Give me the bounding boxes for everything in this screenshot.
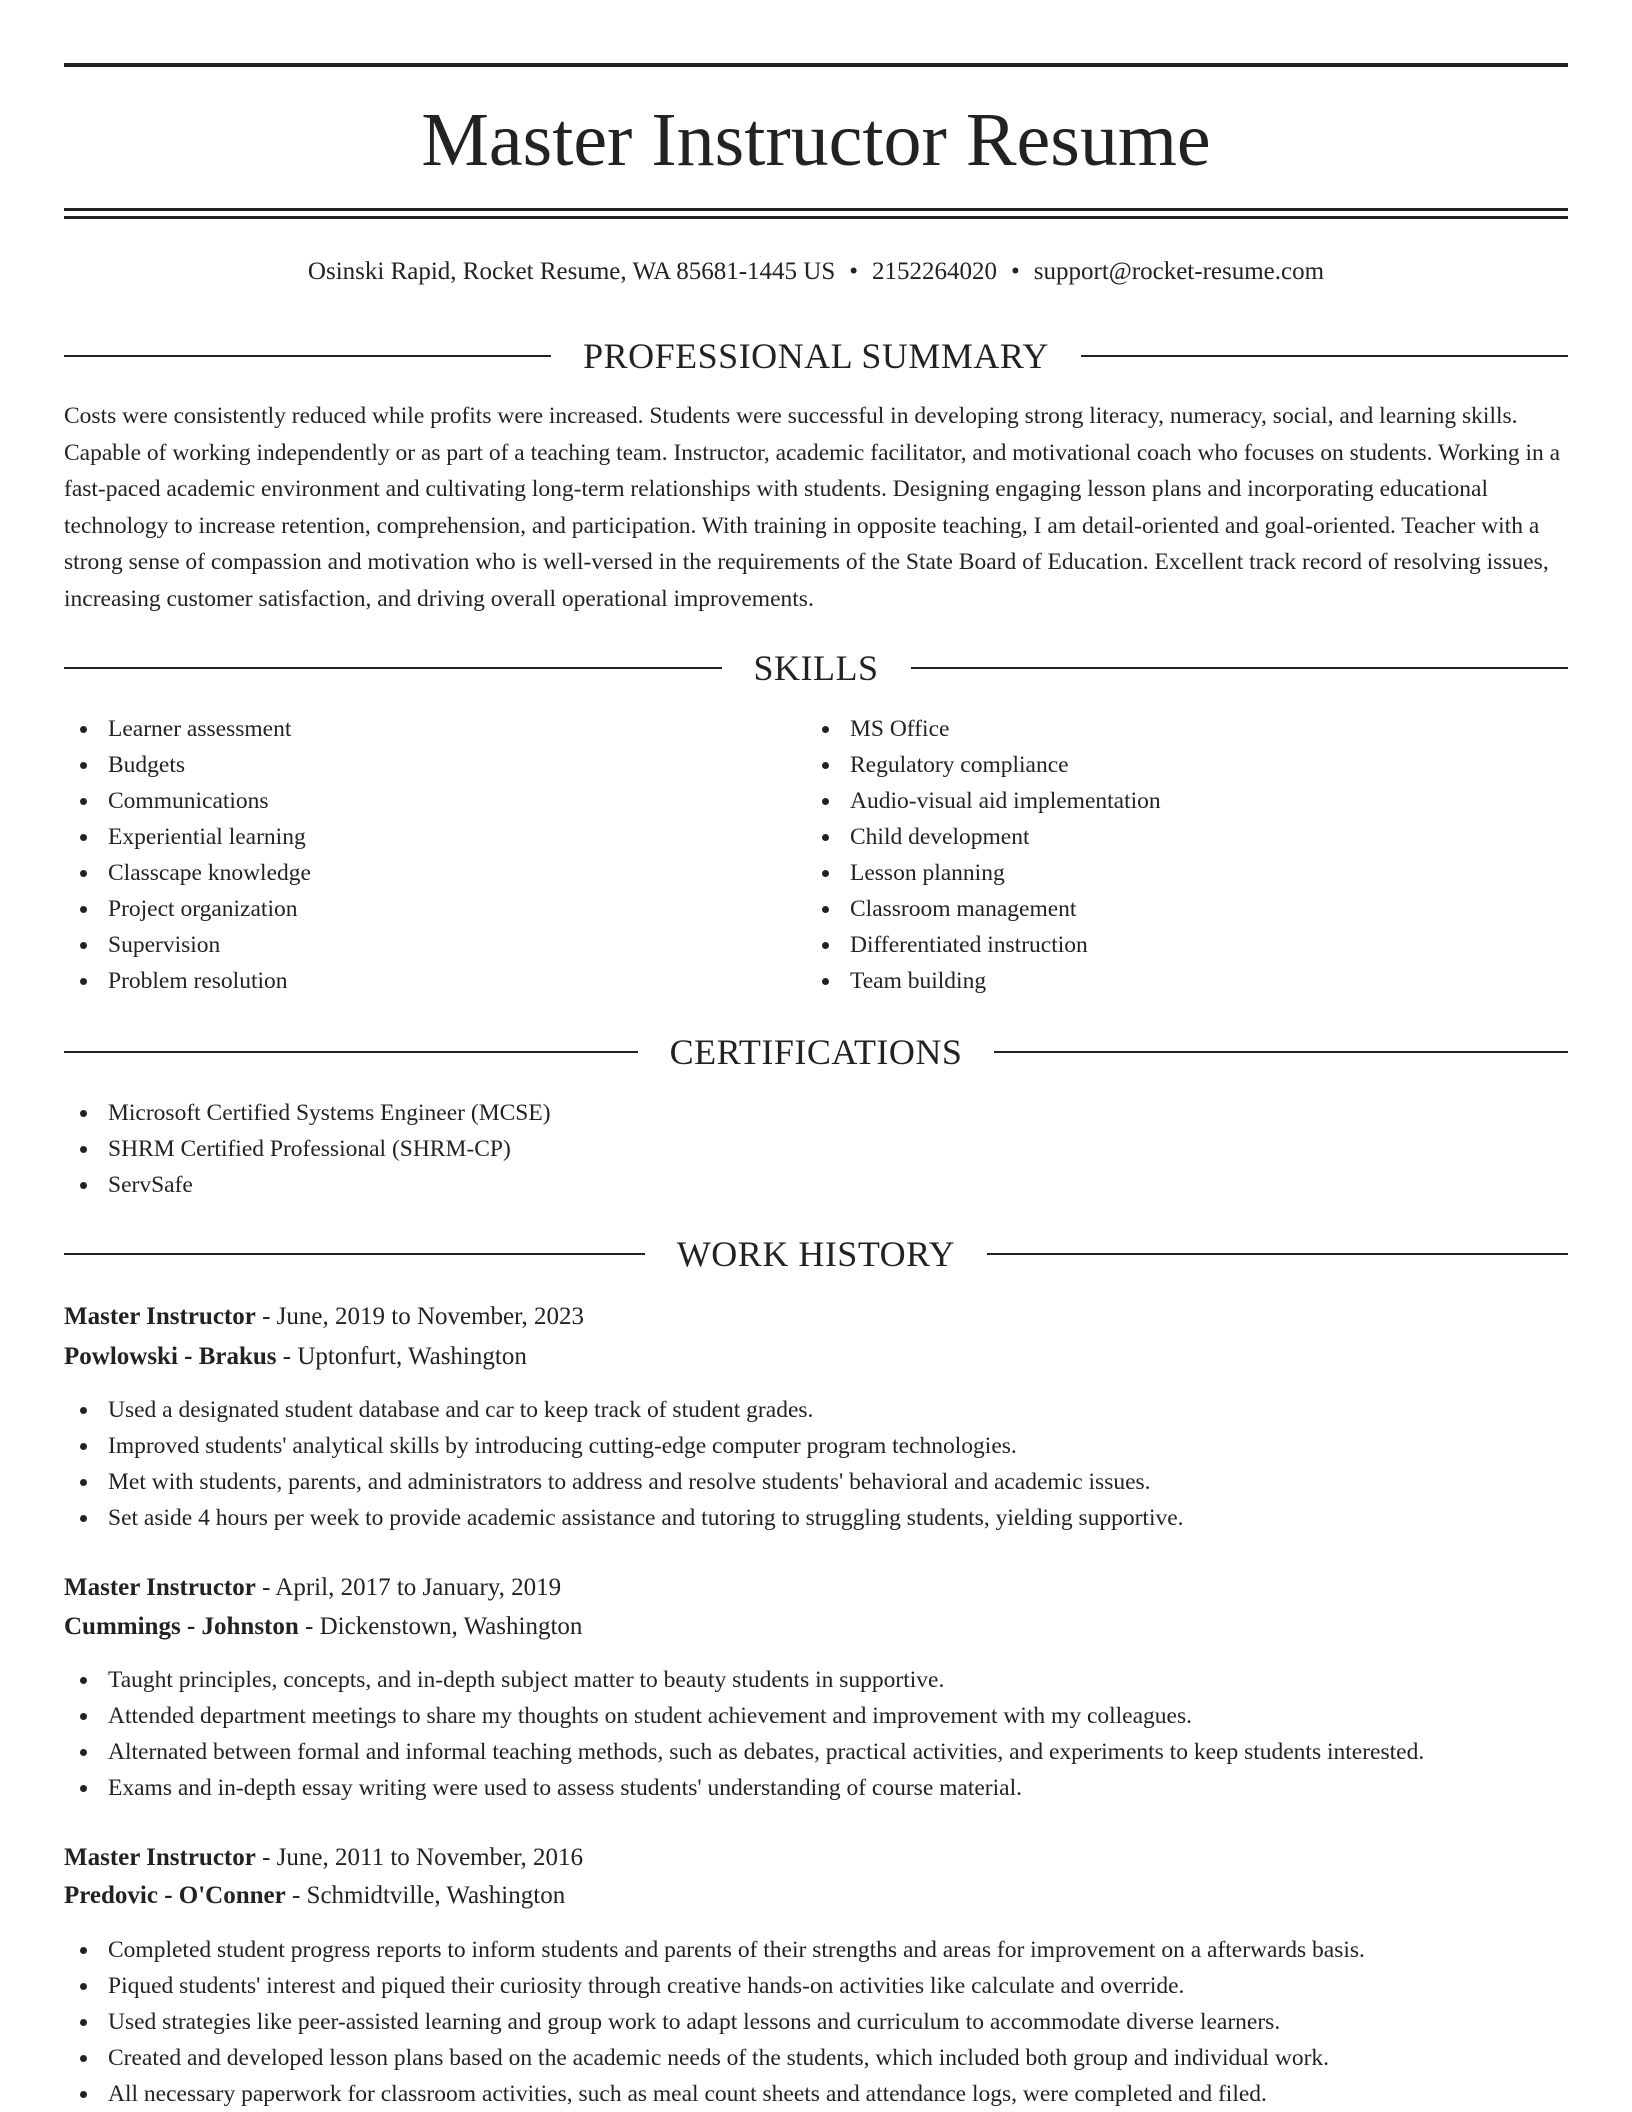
skill-item: Child development xyxy=(806,819,1546,855)
heading-rule-right xyxy=(1081,355,1568,357)
job-duties-list xyxy=(64,1392,1568,1536)
job-dates: - June, 2011 to November, 2016 xyxy=(255,1844,584,1871)
skill-item: Supervision xyxy=(64,927,804,963)
summary-heading xyxy=(64,334,1568,378)
job-duty-item: Improved students' analytical skills by introducing cutting-edge computer program technologies. xyxy=(64,1428,1568,1464)
job-title: Master Instructor xyxy=(64,1844,256,1871)
skill-item: MS Office xyxy=(806,711,1546,747)
job-title-line xyxy=(64,1570,561,1606)
title-rule-upper xyxy=(64,208,1568,211)
skills-list-left xyxy=(64,711,804,999)
job-company-line xyxy=(64,1339,527,1375)
top-rule xyxy=(64,63,1568,67)
skills-heading xyxy=(64,646,1568,690)
job-title-line xyxy=(64,1840,583,1876)
skill-item: Budgets xyxy=(64,747,804,783)
job-duty-item: Used a designated student database and car to keep track of student grades. xyxy=(64,1392,1568,1428)
summary-text: Costs were consistently reduced while profits were increased. Students were successful in developing strong literacy, numeracy, social, and learning skills. Capable of working independently or as part of a teaching team. Instructor, academic facilitator, and motivational coach who focuses on students. Working in a fast-paced academic environment and cultivating long-term relationships with students. Designing engaging lesson plans and incorporating educational technology to increase retention, comprehension, and participation. With training in opposite teaching, I am detail-oriented and goal-oriented. Teacher with a strong sense of compassion and motivation who is well-versed in the requirements of the State Board of Education. Excellent track record of resolving issues, increasing customer satisfaction, and driving overall operational improvements. xyxy=(64,403,1561,612)
job-location: - Uptonfurt, Washington xyxy=(276,1343,527,1370)
job-company: Powlowski - Brakus xyxy=(64,1343,277,1370)
job-duty-item: Taught principles, concepts, and in-depth subject matter to beauty students in supportive. xyxy=(64,1662,1568,1698)
job-duty-item: Used strategies like peer-assisted learning and group work to adapt lessons and curriculum to accommodate diverse learners. xyxy=(64,2004,1568,2040)
skill-item: Learner assessment xyxy=(64,711,804,747)
contact-email: support@rocket-resume.com xyxy=(1033,258,1325,285)
contact-address: Osinski Rapid, Rocket Resume, WA 85681-1445 US xyxy=(307,258,836,285)
job-company-line xyxy=(64,1878,565,1914)
heading-rule-right xyxy=(987,1253,1568,1255)
certification-item: ServSafe xyxy=(64,1167,1568,1203)
job-duty-item: Met with students, parents, and administrators to address and resolve students' behavioral and academic issues. xyxy=(64,1464,1568,1500)
skill-item: Classroom management xyxy=(806,891,1546,927)
certification-item: SHRM Certified Professional (SHRM-CP) xyxy=(64,1131,1568,1167)
skill-item: Audio-visual aid implementation xyxy=(806,783,1546,819)
work-history-heading-label: WORK HISTORY xyxy=(676,1234,956,1274)
job-title: Master Instructor xyxy=(64,1303,256,1330)
contact-line xyxy=(64,254,1568,290)
title-rule-lower xyxy=(64,216,1568,219)
skill-item: Project organization xyxy=(64,891,804,927)
job-dates: - April, 2017 to January, 2019 xyxy=(255,1574,562,1601)
job-duty-item: Exams and in-depth essay writing were used to assess students' understanding of course material. xyxy=(64,1770,1568,1806)
skill-item: Communications xyxy=(64,783,804,819)
contact-separator: • xyxy=(1011,258,1020,285)
skill-item: Regulatory compliance xyxy=(806,747,1546,783)
job-location: - Schmidtville, Washington xyxy=(285,1882,566,1909)
job-duty-item: Attended department meetings to share my thoughts on student achievement and improvement with my colleagues. xyxy=(64,1698,1568,1734)
job-duty-item: Completed student progress reports to inform students and parents of their strengths and areas for improvement on a afterwards basis. xyxy=(64,1932,1568,1968)
heading-rule-right xyxy=(911,667,1569,669)
heading-rule-left xyxy=(64,1051,638,1053)
heading-rule-left xyxy=(64,355,551,357)
contact-separator: • xyxy=(849,258,858,285)
job-duty-item: Piqued students' interest and piqued their curiosity through creative hands-on activities like calculate and override. xyxy=(64,1968,1568,2004)
skill-item: Experiential learning xyxy=(64,819,804,855)
job-location: - Dickenstown, Washington xyxy=(298,1613,583,1640)
job-company-line xyxy=(64,1609,582,1645)
skills-list-right xyxy=(806,711,1546,999)
skill-item: Problem resolution xyxy=(64,963,804,999)
summary-heading-label: PROFESSIONAL SUMMARY xyxy=(583,336,1049,376)
heading-rule-left xyxy=(64,667,722,669)
heading-rule-right xyxy=(994,1051,1568,1053)
work-history-heading xyxy=(64,1232,1568,1276)
resume-title: Master Instructor Resume xyxy=(421,98,1211,182)
heading-rule-left xyxy=(64,1253,645,1255)
contact-phone: 2152264020 xyxy=(872,258,997,285)
certifications-heading xyxy=(64,1030,1568,1074)
job-duties-list xyxy=(64,1662,1568,1806)
job-duty-item: All necessary paperwork for classroom activities, such as meal count sheets and attendance logs, were completed and filed. xyxy=(64,2076,1568,2112)
job-company: Predovic - O'Conner xyxy=(64,1882,286,1909)
certification-item: Microsoft Certified Systems Engineer (MCSE) xyxy=(64,1095,1568,1131)
job-dates: - June, 2019 to November, 2023 xyxy=(255,1303,584,1330)
job-duty-item: Set aside 4 hours per week to provide academic assistance and tutoring to struggling students, yielding supportive. xyxy=(64,1500,1568,1536)
certifications-list xyxy=(64,1095,1568,1203)
certifications-heading-label: CERTIFICATIONS xyxy=(669,1032,963,1072)
skill-item: Differentiated instruction xyxy=(806,927,1546,963)
job-title: Master Instructor xyxy=(64,1574,256,1601)
skill-item: Lesson planning xyxy=(806,855,1546,891)
skill-item: Team building xyxy=(806,963,1546,999)
job-duties-list xyxy=(64,1932,1568,2112)
job-duty-item: Alternated between formal and informal teaching methods, such as debates, practical activities, and experiments to keep students interested. xyxy=(64,1734,1568,1770)
skill-item: Classcape knowledge xyxy=(64,855,804,891)
skills-heading-label: SKILLS xyxy=(753,648,879,688)
job-title-line xyxy=(64,1299,584,1335)
job-duty-item: Created and developed lesson plans based on the academic needs of the students, which included both group and individual work. xyxy=(64,2040,1568,2076)
job-company: Cummings - Johnston xyxy=(64,1613,299,1640)
